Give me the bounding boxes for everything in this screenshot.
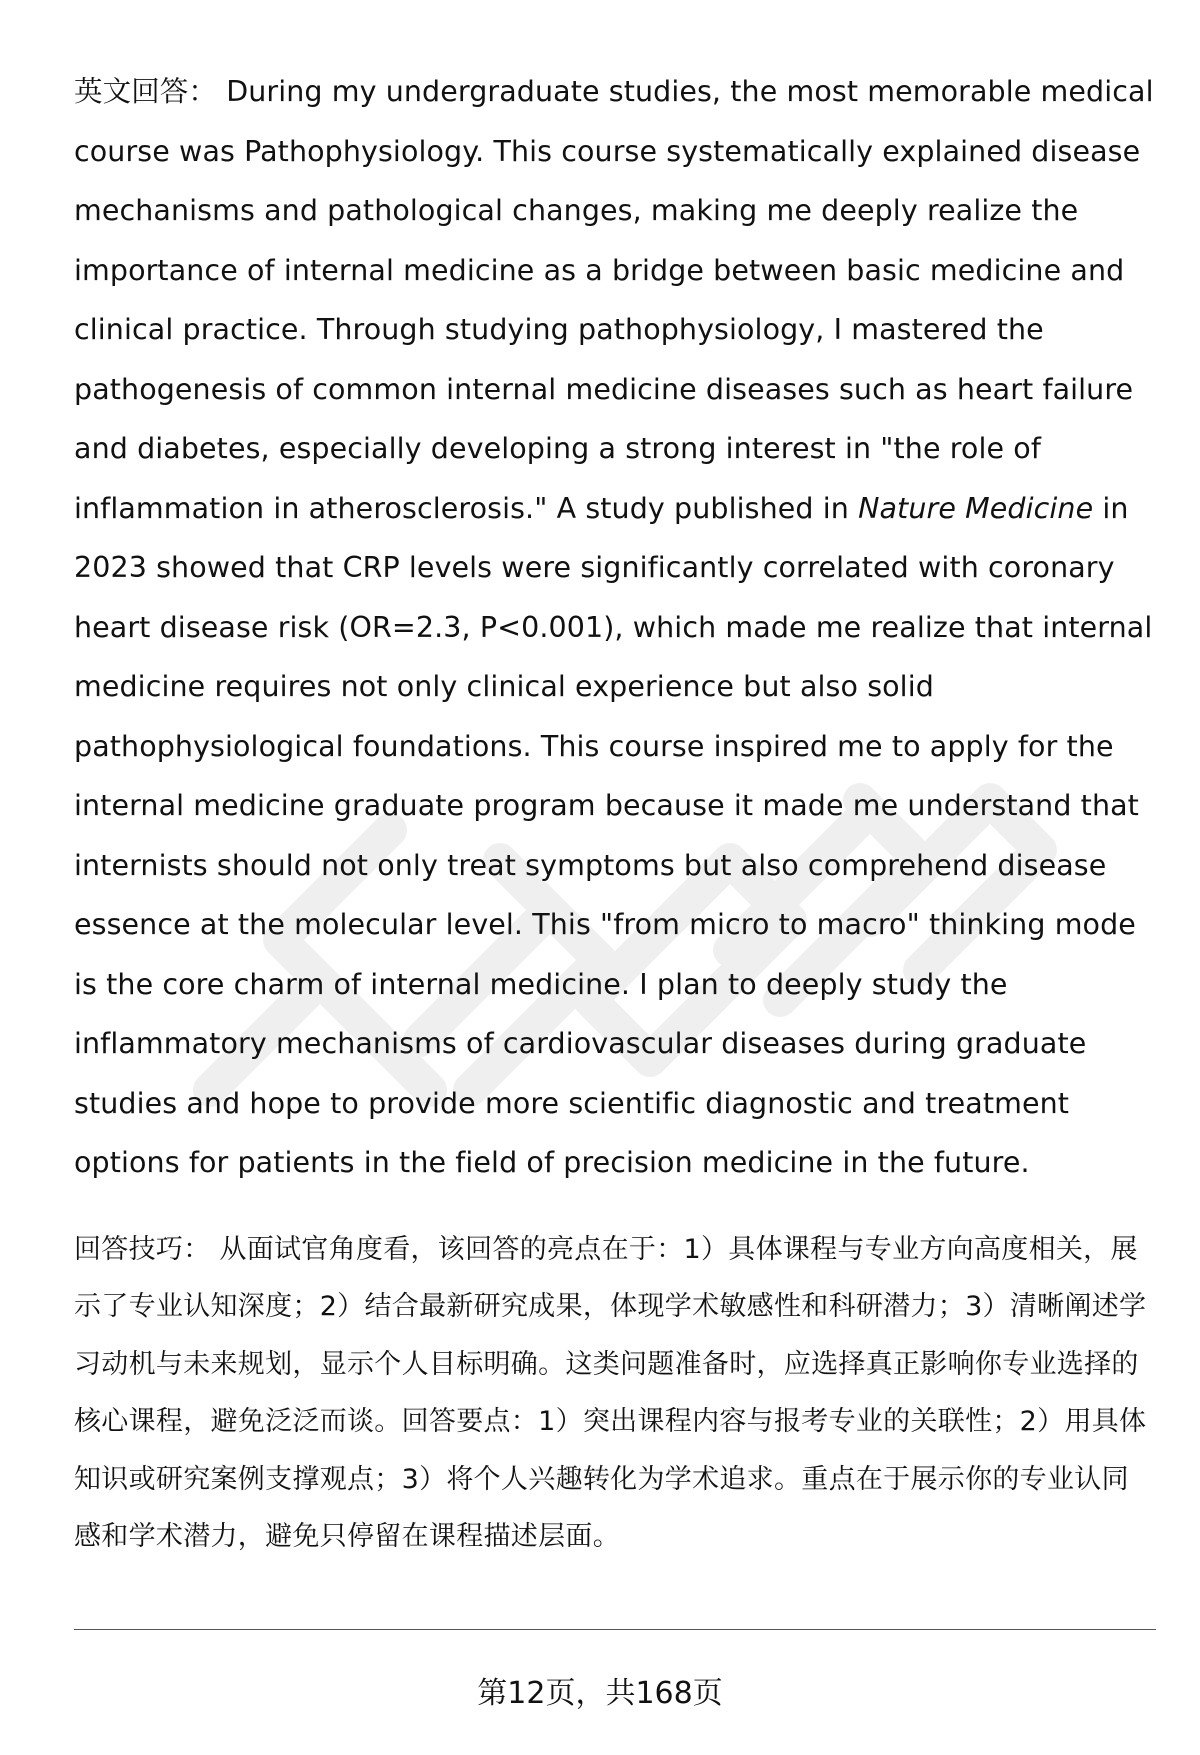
english-answer-paragraph: [74, 62, 1154, 1193]
page-number: 第12页，共168页: [477, 1676, 723, 1711]
content-area: [74, 62, 1154, 1566]
answer-tips-text: 从面试官角度看，该回答的亮点在于：1）具体课程与专业方向高度相关，展示了专业认知深度；2）结合最新研究成果，体现学术敏感性和科研潜力；3）清晰阐述学习动机与未来规划，显示个人目标明确。这类问题准备时，应选择真正影响你专业选择的核心课程，避免泛泛而谈。回答要点：1）突出课程内容与报考专业的关联性；2）用具体知识或研究案例支撑观点；3）将个人兴趣转化为学术追求。重点在于展示你的专业认同感和学术潜力，避免只停留在课程描述层面。: [74, 1233, 1147, 1552]
english-answer-text-part1: During my undergraduate studies, the most memorable medical course was Pathophysiology. This course systematically explained disease mechanisms and pathological changes, making me deeply realize the importance of internal medicine as a bridge between basic medicine and clinical practice. Through studying pathophysiology, I mastered the pathogenesis of common internal medicine diseases such as heart failure and diabetes, especially developing a strong interest in "the role of inflammation in atherosclerosis." A study published in: [74, 75, 1154, 525]
english-answer-text-part2: in 2023 showed that CRP levels were significantly correlated with coronary heart disease risk (OR=2.3, P<0.001), which made me realize that internal medicine requires not only clinical experience but also solid pathophysiological foundations. This course inspired me to apply for the internal medicine graduate program because it made me understand that internists should not only treat symptoms but also comprehend disease essence at the molecular level. This "from micro to macro" thinking mode is the core charm of internal medicine. I plan to deeply study the inflammatory mechanisms of cardiovascular diseases during graduate studies and hope to provide more scientific diagnostic and treatment options for patients in the field of precision medicine in the future.: [74, 491, 1153, 1179]
journal-name: Nature Medicine: [858, 491, 1094, 525]
english-answer-separator: [217, 75, 226, 108]
english-answer-label: 英文回答：: [74, 75, 218, 108]
answer-tips-label: 回答技巧：: [74, 1233, 211, 1265]
footer-divider: [74, 1629, 1156, 1630]
answer-tips-paragraph: [74, 1221, 1154, 1566]
